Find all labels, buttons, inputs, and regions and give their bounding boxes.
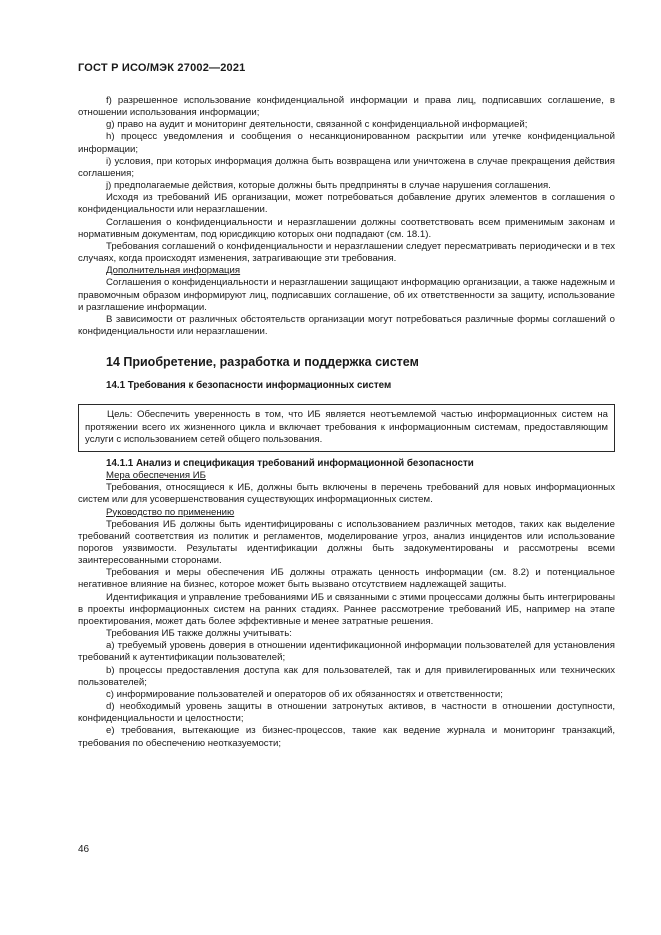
section-14-1-heading: 14.1 Требования к безопасности информационных систем	[106, 380, 392, 392]
paragraph: Требования соглашений о конфиденциальности и неразглашении следует пересматривать периодически и в тех случаях, когда происходят изменения, затрагивающие эти требования.	[78, 240, 615, 265]
additional-info-label: Дополнительная информация	[106, 265, 241, 277]
paragraph: Требования и меры обеспечения ИБ должны отражать ценность информации (см. 8.2) и потенциальное негативное влияние на бизнес, которое может быть вызвано отсутствием надлежащей защиты.	[78, 567, 615, 591]
page-number: 46	[78, 844, 90, 855]
paragraph: Идентификация и управление требованиями ИБ и связанными с этими процессами должны быть интегрированы в проекты информационных систем на ранних стадиях. Раннее рассмотрение требований ИБ, например на этапе проектирования, может дать более эффективные и менее затратные решения.	[78, 591, 615, 627]
paragraph: Соглашения о конфиденциальности и неразглашении должны соответствовать всем применимым законам и нормативным документам, под юрисдикцию которых они подпадают (см. 18.1).	[78, 216, 615, 240]
section-14-1-1-heading: 14.1.1 Анализ и спецификация требований информационной безопасности	[106, 457, 474, 469]
document-header: ГОСТ Р ИСО/МЭК 27002—2021	[78, 62, 246, 74]
paragraph: В зависимости от различных обстоятельств организации могут потребоваться различные формы соглашений о конфиденциальности или неразглашении.	[78, 313, 615, 337]
paragraph: Требования ИБ также должны учитывать:	[106, 628, 292, 640]
list-item-d: d) необходимый уровень защиты в отношении затронутых активов, в частности в отношении доступности, конфиденциальности и целостности;	[78, 701, 615, 725]
list-item-a: a) требуемый уровень доверия в отношении идентификационной информации пользователей для установления требований к аутентификации пользователей;	[78, 640, 615, 664]
page-content	[78, 95, 615, 750]
list-item-i: i) условия, при которых информация должна быть возвращена или уничтожена в случае прекращения действия соглашения;	[78, 155, 615, 179]
section-14-heading: 14 Приобретение, разработка и поддержка систем	[106, 355, 419, 370]
goal-text: Цель: Обеспечить уверенность в том, что ИБ является неотъемлемой частью информационных систем на протяжении всего их жизненного цикла и включает требования к информационным системам, предоставляющим услуги с использованием сетей общего пользования.	[85, 409, 608, 445]
goal-box	[78, 404, 615, 451]
control-text: Требования, относящиеся к ИБ, должны быть включены в перечень требований для новых информационных систем или для усовершенствования существующих информационных систем.	[78, 482, 615, 506]
paragraph: Требования ИБ должны быть идентифицированы с использованием различных методов, таких как выделение требований соответствия из политик и регламентов, моделирование угроз, анализ инцидентов или использование порогов уязвимости. Результаты идентификации должны быть задокументированы и рассмотрены всеми заинтересованными сторонами.	[78, 518, 615, 567]
paragraph: Соглашения о конфиденциальности и неразглашении защищают информацию организации, а также надежным и правомочным образом информируют лиц, подписавших соглашение, об их ответственности за защиту, использование и разглашение информации.	[78, 277, 615, 313]
list-item-h: h) процесс уведомления и сообщения о несанкционированном раскрытии или утечке конфиденциальной информации;	[78, 131, 615, 155]
control-label: Мера обеспечения ИБ	[106, 470, 206, 482]
list-item-j: j) предполагаемые действия, которые должны быть предприняты в случае нарушения соглашения.	[106, 180, 551, 192]
list-item-g: g) право на аудит и мониторинг деятельности, связанной с конфиденциальной информацией;	[106, 119, 528, 131]
list-item-c: c) информирование пользователей и операторов об их обязанностях и ответственности;	[106, 688, 503, 700]
list-item-e: e) требования, вытекающие из бизнес-процессов, такие как ведение журнала и мониторинг транзакций, требования по обеспечению неотказуемости;	[78, 725, 615, 749]
paragraph: Исходя из требований ИБ организации, может потребоваться добавление других элементов в соглашения о конфиденциальности или неразглашении.	[78, 192, 615, 216]
list-item-b: b) процессы предоставления доступа как для пользователей, так и для привилегированных или технических пользователей;	[78, 664, 615, 688]
guidance-label: Руководство по применению	[106, 506, 235, 518]
list-item-f: f) разрешенное использование конфиденциальной информации и права лиц, подписавших соглашение, в отношении использования информации;	[78, 95, 615, 119]
